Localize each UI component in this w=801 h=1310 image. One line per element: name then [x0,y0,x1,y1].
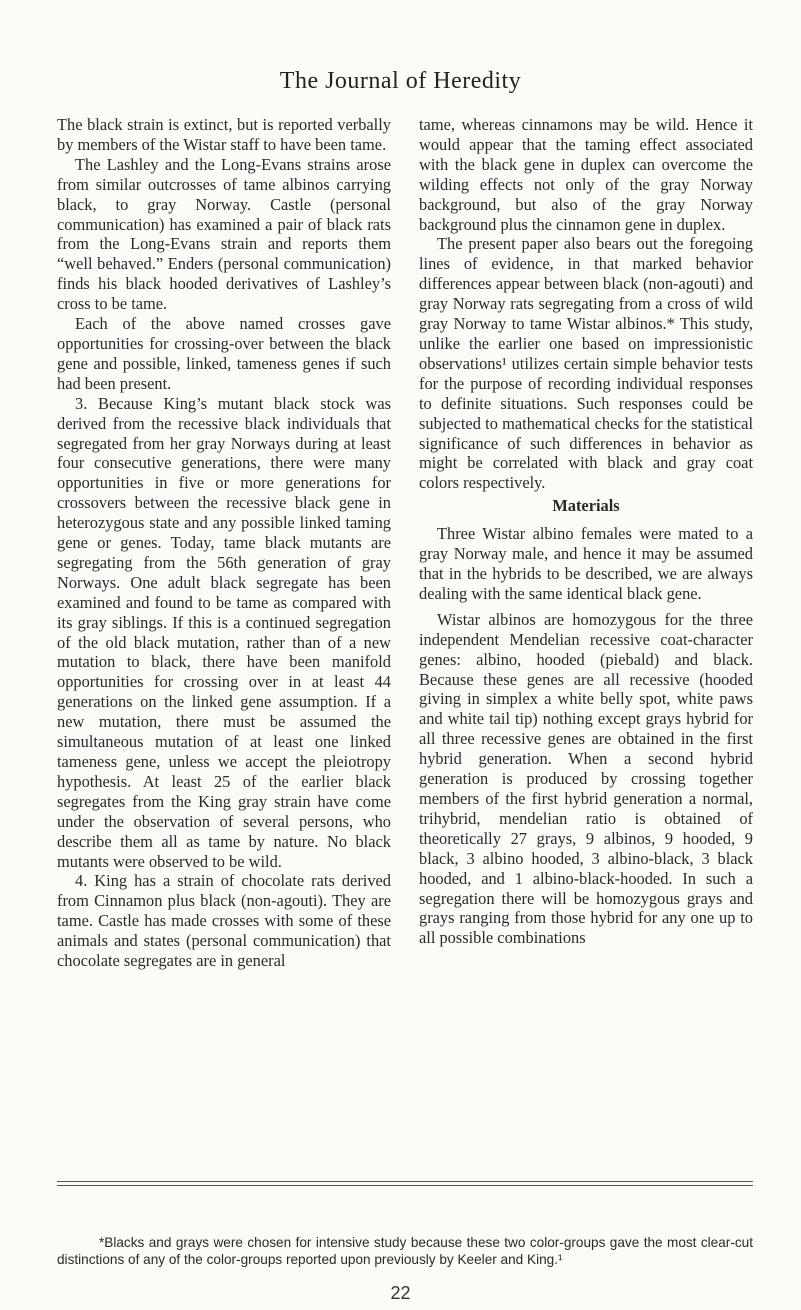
paragraph: The black strain is extinct, but is reported verbally by members of the Wistar staff to have been tame. [57,115,391,154]
paragraph: Wistar albinos are homozygous for the three independent Mendelian recessive coat-character genes: albino, hooded (piebald) and black. Because these genes are all recessive (hooded giving in simplex a white belly spot, white paws and white tail tip) nothing except grays hybrid for all three recessive genes are obtained in the first hybrid generation. When a second hybrid generation is produced by crossing together members of the first hybrid generation a normal, trihybrid, mendelian ratio is obtained of theoretically 27 grays, 9 albinos, 9 hooded, 9 black, 3 albino hooded, 3 albino-black, 3 black hooded, and 1 albino-black-hooded. In such a segregation there will be homozygous grays and grays ranging from those hybrid for any one up to all possible combinations [419,609,753,948]
paragraph: The Lashley and the Long-Evans strains arose from similar outcrosses of tame albinos carrying black, to gray Norway. Castle (personal communication) has examined a pair of black rats from the Long-Evans strain and reports them “well behaved.” Enders (personal communication) finds his black hooded derivatives of Lashley’s cross to be tame. [57,154,391,314]
paragraph: Each of the above named crosses gave opportunities for crossing-over between the black gene and possible, linked, tameness genes if such had been present. [57,314,391,393]
journal-title: The Journal of Heredity [279,68,522,94]
section-heading: Materials [552,496,620,516]
paragraph: The present paper also bears out the foregoing lines of evidence, in that marked behavior differences appear between black (non-agouti) and gray Norway rats segregating from a cross of wild gray Norway to tame Wistar albinos.* This study, unlike the earlier one based on impressionistic observations¹ utilizes certain simple behavior tests for the purpose of recording individual responses to definite situations. Such responses could be subjected to mathematical checks for the statistical significance of such differences in behavior as might be correlated with black and gray coat colors respectively. [419,234,753,493]
paragraph: 4. King has a strain of chocolate rats derived from Cinnamon plus black (non-agouti). They are tame. Castle has made crosses with some of these animals and states (personal communication) that chocolate segregates are in general [57,871,391,971]
footnote: *Blacks and grays were chosen for intensive study because these two color-groups gave the most clear-cut distinctions of any of the color-groups reported upon previously by Keeler and King.¹ [57,1235,753,1267]
paragraph: Three Wistar albino females were mated to a gray Norway male, and hence it may be assumed that in the hybrids to be described, we are always dealing with the same identical black gene. [419,524,753,603]
right-column [419,115,753,948]
paragraph: 3. Because King’s mutant black stock was derived from the recessive black individuals that segregated from her gray Norways during at least four consecutive generations, there were many opportunities in five or more generations for crossovers between the recessive black gene in heterozygous state and any possible linked taming gene or genes. Today, tame black mutants are segregating from the 56th generation of gray Norways. One adult black segregate has been examined and found to be tame as compared with its gray siblings. If this is a continued segregation of the old black mutation, rather than of a new mutation to black, there have been manifold opportunities for crossing over in at least 44 generations on the linked gene assumption. If a new mutation, there must be assumed the simultaneous mutation of at least one linked tameness gene, unless we accept the pleiotropy hypothesis. At least 25 of the earlier black segregates from the King gray strain have come under the observation of several persons, who describe them all as tame by nature. No black mutants were observed to be wild. [57,393,391,871]
footnote-rule [57,1185,753,1186]
left-column [57,115,391,971]
page-number: 22 [390,1283,411,1303]
paragraph: tame, whereas cinnamons may be wild. Hence it would appear that the taming effect associated with the black gene in duplex can overcome the wilding effects not only of the gray Norway background, but also of the gray Norway background plus the cinnamon gene in duplex. [419,115,753,234]
footnote-rule [57,1181,753,1182]
